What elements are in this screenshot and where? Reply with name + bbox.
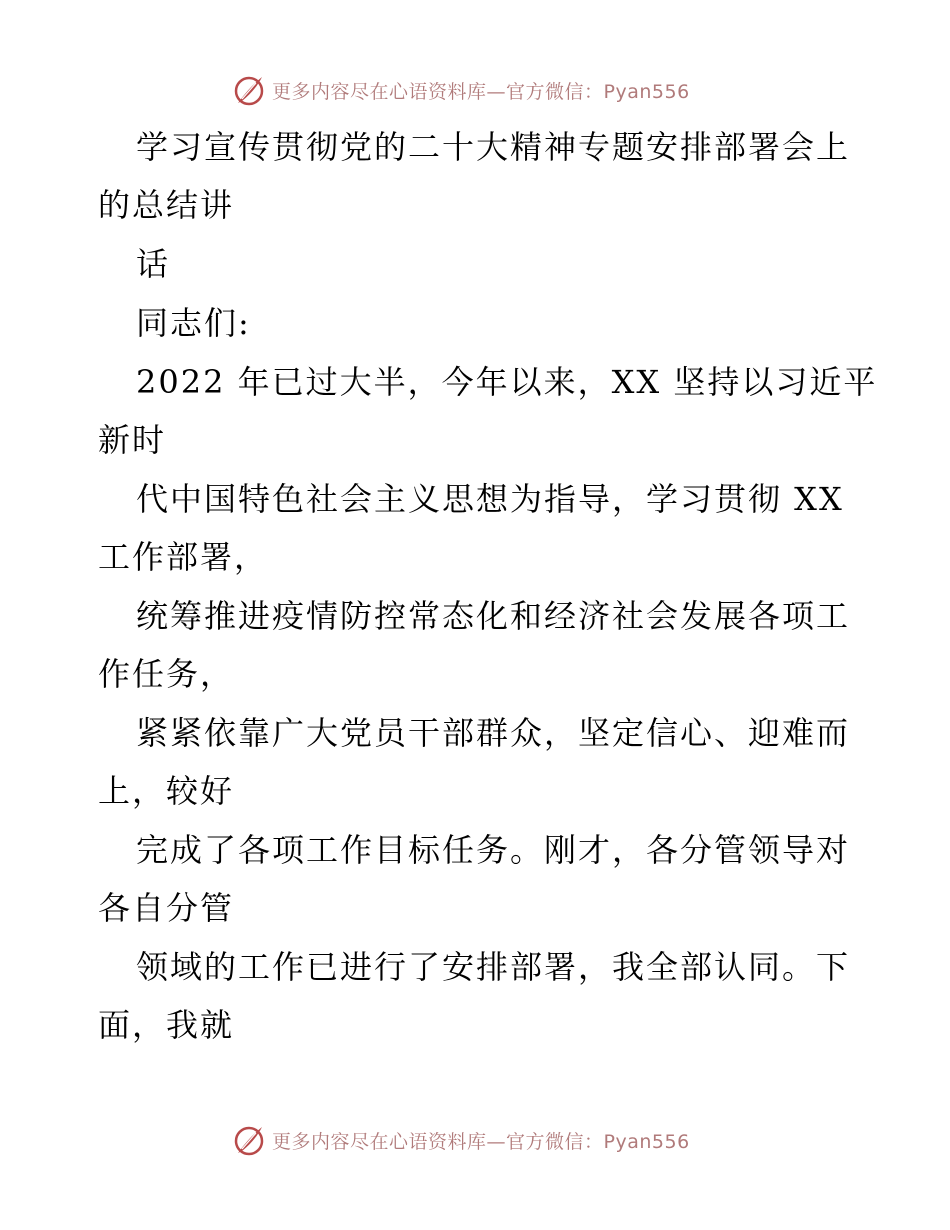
paragraph-line: 新时 [98,421,167,459]
paragraph-line: 作任务， [98,655,235,693]
watermark-text: 更多内容尽在心语资料库—官方微信：Pyan556 [272,80,690,103]
title-line-3: 话 [136,245,171,283]
paragraph-line: 2022 年已过大半，今年以来，XX 坚持以习近平 [136,363,878,401]
paragraph-line: 工作部署， [98,538,269,576]
paragraph-line: 统筹推进疫情防控常态化和经济社会发展各项工 [136,597,851,635]
paragraph-line: 完成了各项工作目标任务。刚才，各分管领导对 [136,831,851,869]
paragraph-line: 领域的工作已进行了安排部署，我全部认同。下 [136,948,851,986]
salutation: 同志们: [136,304,251,342]
paragraph-line: 上，较好 [98,772,235,810]
watermark-text: 更多内容尽在心语资料库—官方微信：Pyan556 [272,1130,690,1153]
paragraph-line: 紧紧依靠广大党员干部群众，坚定信心、迎难而 [136,714,851,752]
title-line-1: 学习宣传贯彻党的二十大精神专题安排部署会上 [136,128,851,166]
paragraph-line: 面，我就 [98,1006,235,1044]
title-line-2: 的总结讲 [98,186,235,224]
quill-pen-in-circle-icon [232,1123,266,1157]
paragraph-line: 各自分管 [98,889,235,927]
paragraph-line: 代中国特色社会主义思想为指导，学习贯彻 XX [136,480,844,518]
footer-watermark [232,1122,690,1158]
